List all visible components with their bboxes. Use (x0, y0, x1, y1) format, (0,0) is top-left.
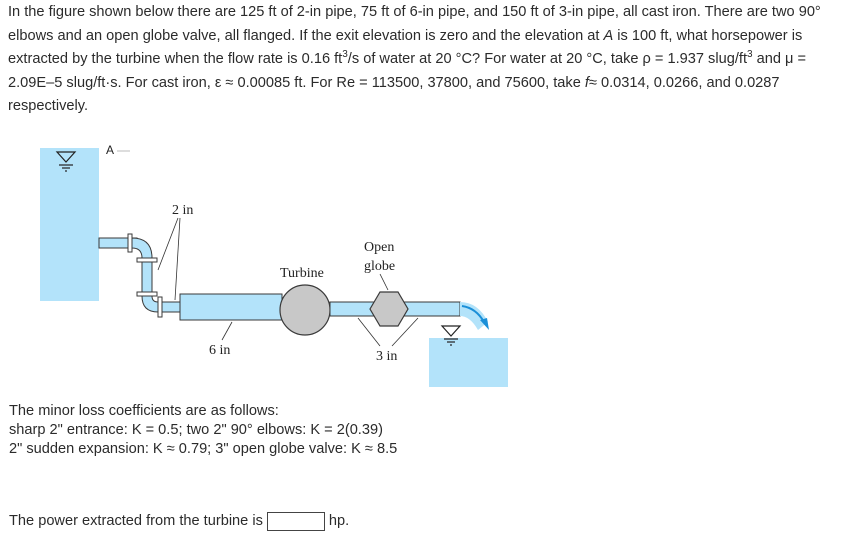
label-6in-leader (222, 322, 232, 340)
minor-loss-line-1: sharp 2" entrance: K = 0.5; two 2" 90° elbows: K = 2(0.39) (9, 422, 383, 438)
label-turbine: Turbine (280, 266, 324, 281)
power-answer-input[interactable] (267, 512, 325, 531)
exit-reservoir (429, 338, 508, 387)
problem-statement: In the figure shown below there are 125 ft of 2-in pipe, 75 ft of 6-in pipe, and 150 ft of 3-in pipe, all cast iron. There are two 90° elbows and an open globe valve, all flanged. If the exit elevation is zero and the elevation at A is 100 ft, what horsepower is extracted by the turbine when the flow rate is 0.16 $ft^3/s$ of water at 20 °C? For water at 20 °C, take ρ = 1.937 slug/$ft^3$ and μ = 2.09E–5 slug/ft·s. For cast iron, ε ≈ 0.00085 ft. For Re = 113500, 37800, and 75600, take f≈ 0.0314, 0.0266, and 0.0287 respectively. (8, 4, 821, 114)
minor-loss-heading: The minor loss coefficients are as follows: (9, 403, 279, 419)
label-open: Open (364, 240, 395, 255)
flange (137, 292, 157, 296)
label-2in: 2 in (172, 203, 194, 218)
answer-prompt: The power extracted from the turbine is (9, 513, 263, 529)
elbow-1 (132, 238, 152, 258)
var-a: A (603, 27, 614, 44)
var-f: f (584, 74, 589, 91)
minor-loss-line-2: 2" sudden expansion: K ≈ 0.79; 3" open globe valve: K ≈ 8.5 (9, 441, 398, 457)
label-6in: 6 in (209, 343, 231, 358)
flange (128, 234, 132, 252)
minor-loss-section (9, 402, 397, 459)
label-3in: 3 in (376, 349, 398, 364)
label-globe-leader (380, 274, 388, 290)
label-a: A (106, 143, 115, 157)
turbine (280, 285, 330, 335)
flange (137, 258, 157, 262)
pipe-6in (180, 294, 282, 320)
label-2in-leaders (158, 218, 180, 300)
elbow-2 (142, 296, 158, 312)
reservoir-a (40, 148, 99, 301)
label-globe: globe (364, 259, 396, 274)
answer-unit: hp. (328, 513, 350, 529)
answer-row (9, 511, 349, 531)
pipe-2in-vertical (142, 262, 152, 292)
globe-valve (370, 292, 408, 326)
flange (158, 297, 162, 317)
pipe-2in-short (162, 302, 180, 312)
